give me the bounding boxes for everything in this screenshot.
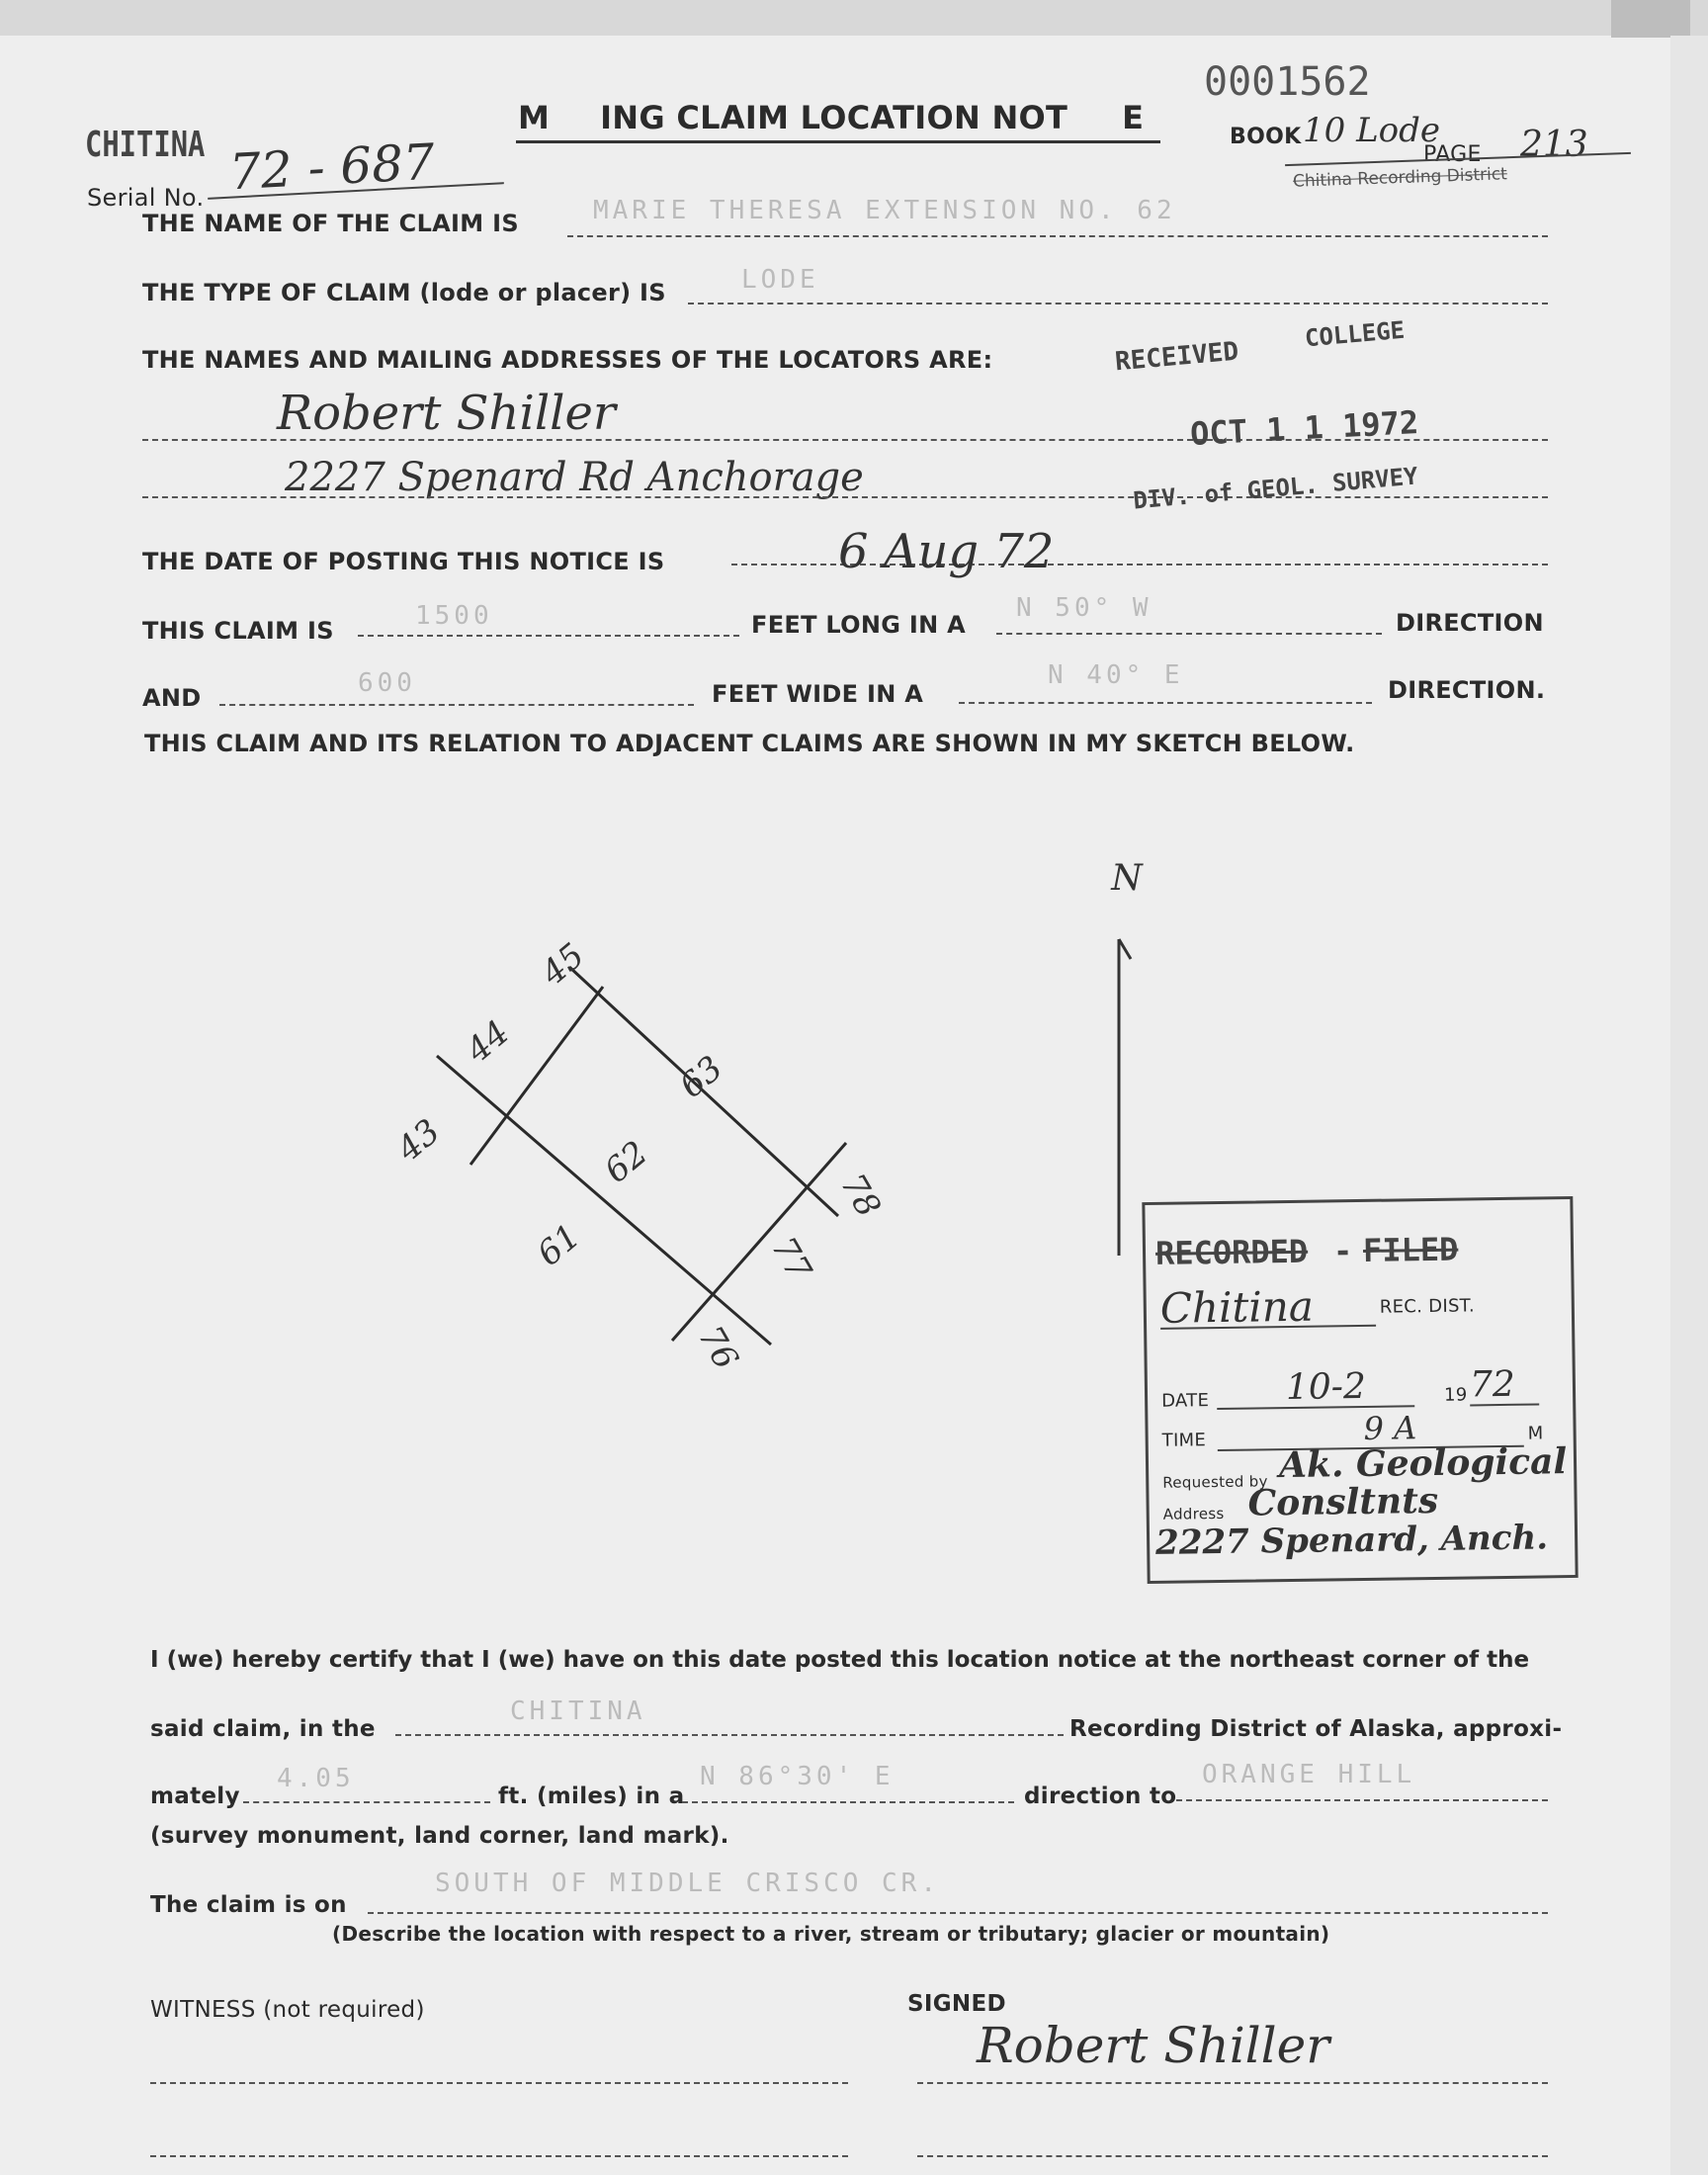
claim-on-line <box>368 1912 1548 1914</box>
stamp-m-label: M <box>1527 1423 1544 1444</box>
direction-label-2: DIRECTION. <box>1388 676 1546 704</box>
stamp-time-label: TIME <box>1161 1430 1207 1451</box>
scan-edge <box>0 0 1708 36</box>
title-part3: E <box>1122 99 1145 136</box>
stamp-requested-label: Requested by <box>1162 1472 1268 1492</box>
locators-label: THE NAMES AND MAILING ADDRESSES OF THE LOCATORS ARE: <box>142 346 993 374</box>
certify-text: I (we) hereby certify that I (we) have on this date posted this location notice at the northeast corner of the <box>150 1647 1530 1673</box>
signed-line-1 <box>917 2082 1548 2084</box>
district-stamp: CHITINA <box>85 125 206 165</box>
feet-long-label: FEET LONG IN A <box>751 611 967 639</box>
recorded-text: RECORDED <box>1154 1232 1309 1272</box>
and-label: AND <box>142 684 202 712</box>
stamp-address-value2: 2227 Spenard, Anch. <box>1154 1518 1549 1563</box>
signed-line-2 <box>917 2155 1548 2157</box>
posting-date-label: THE DATE OF POSTING THIS NOTICE IS <box>142 548 665 575</box>
claim-number-62: 62 <box>597 1133 655 1191</box>
north-label: N <box>1111 858 1143 899</box>
scan-corner <box>1611 0 1690 38</box>
struck-text: Chitina Recording District <box>1292 164 1508 192</box>
stamp-dash: - <box>1332 1232 1353 1270</box>
serial-label: Serial No. <box>87 184 205 212</box>
witness-line-2 <box>150 2155 848 2157</box>
wide-direction-value: N 40° E <box>1048 660 1184 690</box>
wide-direction-line <box>959 702 1372 704</box>
document-number: 0001562 <box>1204 59 1371 105</box>
claim-sketch <box>376 870 929 1404</box>
north-arrow-head <box>1119 939 1131 959</box>
sketch-line-d <box>672 1143 846 1341</box>
feet-wide-label: FEET WIDE IN A <box>712 680 924 708</box>
received-stamp-division: DIV. of GEOL. SURVEY <box>1132 462 1419 515</box>
direction-to-label: direction to <box>1024 1784 1177 1809</box>
page-label: PAGE <box>1423 142 1482 167</box>
length-line <box>358 635 739 637</box>
width-value: 600 <box>358 668 416 698</box>
length-value: 1500 <box>415 601 493 631</box>
serial-value: 72 - 687 <box>227 132 437 202</box>
stamp-address-value1: Consltnts <box>1247 1479 1439 1524</box>
title <box>518 99 1144 136</box>
sketch-line-a <box>437 1056 771 1345</box>
distance-value: 4.05 <box>277 1764 355 1793</box>
stamp-date-value: 10-2 <box>1285 1365 1367 1409</box>
filed-text: FILED <box>1362 1230 1459 1269</box>
claim-number-44: 44 <box>459 1012 517 1071</box>
claim-number-61: 61 <box>530 1216 588 1274</box>
mately-label: mately <box>150 1784 240 1809</box>
distance-line <box>243 1801 490 1803</box>
claim-is-label: THIS CLAIM IS <box>142 617 334 645</box>
survey-note: (survey monument, land corner, land mark). <box>150 1823 729 1849</box>
direction-label: DIRECTION <box>1396 609 1544 637</box>
claim-type-line <box>688 303 1548 304</box>
landmark-value: ORANGE HILL <box>1202 1760 1416 1789</box>
received-stamp-line1: RECEIVED <box>1113 336 1240 378</box>
claim-name-line <box>567 235 1548 237</box>
stamp-district-hand: Chitina <box>1159 1281 1315 1333</box>
received-stamp-date: OCT 1 1 1972 <box>1189 402 1420 454</box>
rec-dist-label: REC. DIST. <box>1379 1295 1476 1318</box>
claim-on-value: SOUTH OF MIDDLE CRISCO CR. <box>435 1869 940 1898</box>
stamp-date-label: DATE <box>1160 1390 1210 1412</box>
stamp-year-line <box>1470 1403 1539 1406</box>
claim-number-43: 43 <box>389 1111 448 1170</box>
stamp-requested-value: Ak. Geological <box>1278 1440 1568 1487</box>
stamp-year-prefix: 19 <box>1443 1384 1468 1406</box>
posting-date-value: 6 Aug 72 <box>838 524 1055 579</box>
claim-number-63: 63 <box>672 1048 730 1106</box>
witness-label: WITNESS (not required) <box>150 1997 425 2023</box>
claim-number-78: 78 <box>832 1167 889 1224</box>
ft-miles-label: ft. (miles) in a <box>498 1784 685 1809</box>
claim-type-value: LODE <box>741 265 819 295</box>
claim-number-76: 76 <box>690 1319 746 1376</box>
locator-address: 2227 Spenard Rd Anchorage <box>285 455 864 500</box>
signature-value: Robert Shiller <box>977 2017 1330 2074</box>
claim-number-77: 77 <box>763 1230 819 1287</box>
long-direction-value: N 50° W <box>1016 593 1153 623</box>
title-underline <box>516 140 1160 143</box>
district-line <box>395 1734 1064 1736</box>
district-value: CHITINA <box>510 1696 646 1726</box>
recorded-stamp <box>1142 1196 1578 1584</box>
scan-right-edge <box>1670 36 1708 2175</box>
claim-type-label: THE TYPE OF CLAIM (lode or placer) IS <box>142 279 666 306</box>
long-direction-line <box>996 633 1382 635</box>
page-value: 213 <box>1520 125 1588 165</box>
signed-label: SIGNED <box>907 1991 1006 2017</box>
claim-name-label: THE NAME OF THE CLAIM IS <box>142 210 519 237</box>
sketch-caption: THIS CLAIM AND ITS RELATION TO ADJACENT CLAIMS ARE SHOWN IN MY SKETCH BELOW. <box>144 730 1355 757</box>
book-label: BOOK <box>1230 125 1302 149</box>
received-stamp-line2: COLLEGE <box>1303 315 1407 353</box>
cert-direction-line <box>682 1801 1014 1803</box>
stamp-time-value: 9 A <box>1363 1409 1417 1447</box>
stamp-year-value: 72 <box>1469 1363 1516 1406</box>
book-value: 10 Lode <box>1303 111 1441 150</box>
title-part1: M <box>518 99 551 136</box>
cert-direction-value: N 86°30' E <box>700 1762 895 1791</box>
said-claim-label: said claim, in the <box>150 1716 376 1742</box>
claim-on-label: The claim is on <box>150 1892 347 1918</box>
stamp-address-label: Address <box>1162 1504 1225 1523</box>
width-line <box>219 704 694 706</box>
claim-name-value: MARIE THERESA EXTENSION NO. 62 <box>593 196 1176 225</box>
claim-number-45: 45 <box>534 935 592 994</box>
landmark-line <box>1176 1799 1548 1801</box>
recording-district-label: Recording District of Alaska, approxi- <box>1069 1716 1563 1742</box>
title-part2: ING CLAIM LOCATION NOT <box>600 99 1068 136</box>
locator-name: Robert Shiller <box>277 386 616 441</box>
witness-line-1 <box>150 2082 848 2084</box>
describe-note: (Describe the location with respect to a river, stream or tributary; glacier or mountain) <box>332 1922 1330 1946</box>
